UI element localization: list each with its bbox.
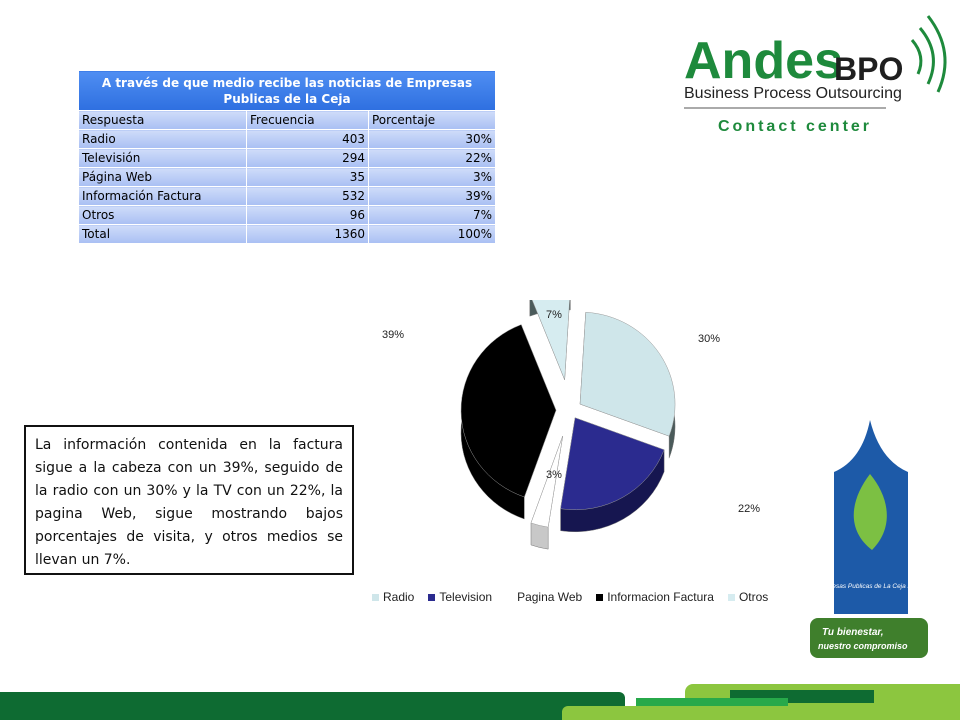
header-respuesta: Respuesta: [79, 111, 247, 130]
cell-respuesta: Página Web: [79, 168, 247, 187]
pie-slice: [580, 312, 675, 436]
logo-sub: Contact center: [718, 118, 873, 135]
slogan-line-1: Tu bienestar,: [822, 627, 884, 638]
slogan-line-2: nuestro compromiso: [818, 641, 908, 651]
badge-name: Empresas Publicas de La Ceja E.S.P.: [816, 583, 926, 590]
signal-waves-icon: [912, 16, 945, 92]
andesbpo-logo: [680, 0, 960, 140]
cell-porcentaje: 39%: [369, 187, 496, 206]
header-porcentaje: Porcentaje: [369, 111, 496, 130]
pie-chart: [360, 300, 820, 610]
cell-respuesta: Radio: [79, 130, 247, 149]
cell-frecuencia: 403: [247, 130, 369, 149]
table-row: [79, 225, 496, 244]
empresas-publicas-badge: [790, 420, 950, 670]
table-row: [79, 187, 496, 206]
pie-data-label: 22%: [738, 503, 761, 515]
summary-text: La información contenida en la factura sigue a la cabeza con un 39%, seguido de la radio con un 30% y la TV con un 22%, la pagina Web, sigue mostrando bajos porcentajes de visita, y otros medios se llevan un 7%.: [24, 425, 354, 575]
legend-item-otros: [728, 590, 768, 604]
footer-bar-light-low: [562, 706, 960, 720]
cell-porcentaje: 7%: [369, 206, 496, 225]
pie-data-label: 7%: [546, 309, 562, 321]
chart-legend: [372, 590, 768, 604]
logo-brand: Andes: [684, 32, 843, 90]
cell-porcentaje: 30%: [369, 130, 496, 149]
legend-item-web: [506, 590, 582, 604]
pie-data-label: 3%: [546, 469, 562, 481]
table-title: A través de que medio recibe las noticias de Empresas Publicas de la Ceja: [79, 71, 496, 111]
table-row: [79, 206, 496, 225]
cell-porcentaje: 22%: [369, 149, 496, 168]
data-table: [78, 70, 496, 244]
logo-tagline: Business Process Outsourcing: [684, 85, 902, 102]
cell-porcentaje: 100%: [369, 225, 496, 244]
footer-accent-mid: [636, 698, 788, 706]
legend-swatch: [728, 594, 735, 601]
pie-data-label: 39%: [382, 329, 405, 341]
cell-frecuencia: 96: [247, 206, 369, 225]
table-header-row: [79, 111, 496, 130]
legend-item-television: [428, 590, 492, 604]
cell-respuesta: Otros: [79, 206, 247, 225]
legend-label: Informacion Factura: [607, 590, 714, 604]
table-row: [79, 168, 496, 187]
legend-swatch: [596, 594, 603, 601]
header-frecuencia: Frecuencia: [247, 111, 369, 130]
slogan-bg: [810, 618, 928, 658]
legend-swatch: [428, 594, 435, 601]
cell-porcentaje: 3%: [369, 168, 496, 187]
table-row: [79, 130, 496, 149]
legend-label: Radio: [383, 590, 415, 604]
legend-item-radio: [372, 590, 414, 604]
table-row: [79, 149, 496, 168]
cell-frecuencia: 35: [247, 168, 369, 187]
logo-brand-suffix: BPO: [834, 51, 904, 87]
cell-respuesta: Televisión: [79, 149, 247, 168]
cell-respuesta: Total: [79, 225, 247, 244]
cell-frecuencia: 294: [247, 149, 369, 168]
cell-frecuencia: 532: [247, 187, 369, 206]
legend-label: Pagina Web: [517, 590, 583, 604]
legend-swatch: [372, 594, 379, 601]
legend-swatch: [506, 594, 513, 601]
legend-label: Otros: [738, 590, 769, 604]
legend-item-factura: [596, 590, 714, 604]
cell-frecuencia: 1360: [247, 225, 369, 244]
cell-respuesta: Información Factura: [79, 187, 247, 206]
legend-label: Television: [439, 590, 493, 604]
footer-bar-dark: [0, 692, 625, 720]
pie-data-label: 30%: [698, 333, 721, 345]
